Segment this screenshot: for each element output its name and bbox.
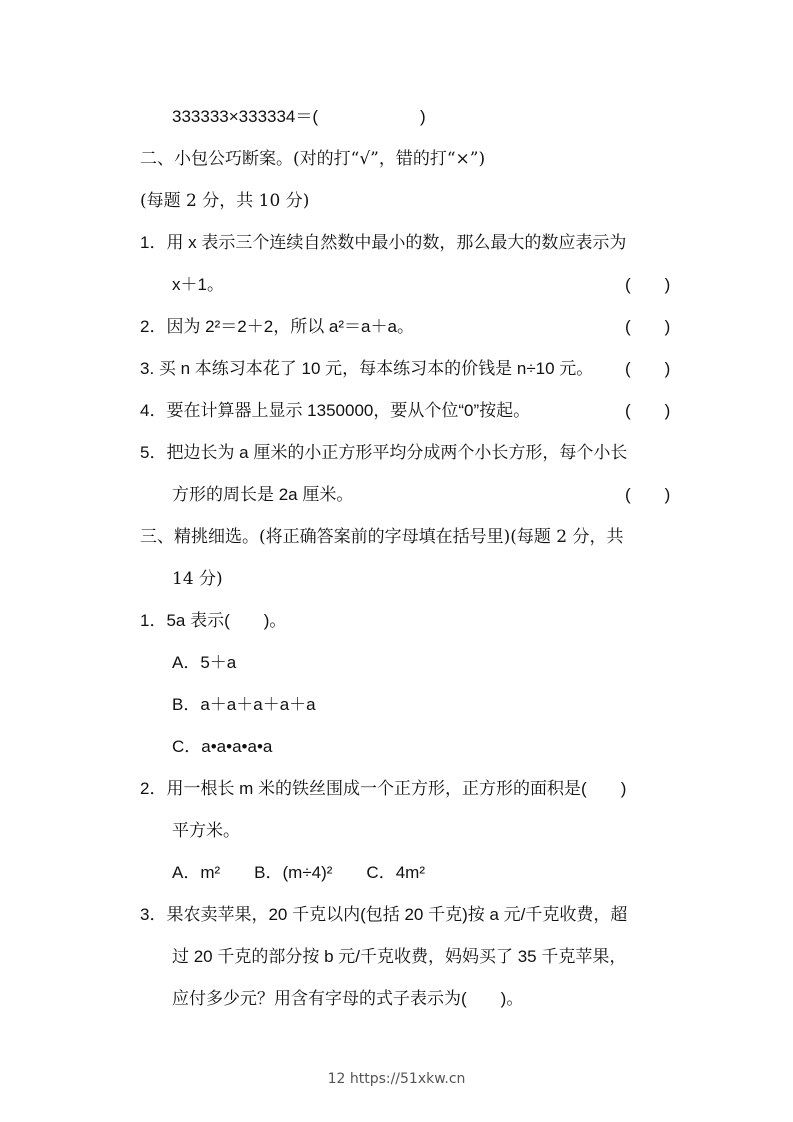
judge-question-1-text-1: 1．用 x 表示三个连续自然数中最小的数，那么最大的数应表示为 <box>140 233 627 252</box>
choice-1-option-a[interactable]: A．5＋a <box>172 653 237 672</box>
section-3-title-text: 三、精挑细选。(将正确答案前的字母填在括号里)(每题 2 分，共 <box>140 527 624 547</box>
judge-question-5-text-2: 方形的周长是 2a 厘米。 <box>172 485 354 504</box>
judge-question-2 <box>140 316 414 338</box>
choice-question-2-text-1: 2．用一根长 m 米的铁丝围成一个正方形，正方形的面积是( ) <box>140 779 627 798</box>
judge-question-5-line-2 <box>172 484 353 506</box>
equation-line <box>172 106 426 128</box>
answer-paren-5[interactable]: ( ) <box>625 485 671 504</box>
choice-question-2-text-2: 平方米。 <box>172 821 240 840</box>
section-3-points-text: 14 分) <box>172 569 223 589</box>
answer-paren-3[interactable]: ( ) <box>625 359 671 378</box>
section-3-points <box>172 568 223 590</box>
judge-question-5-text-1: 5．把边长为 a 厘米的小正方形平均分成两个小长方形，每个小长 <box>140 443 628 462</box>
page-footer: 12 https://51xkw.cn <box>327 1071 466 1087</box>
equation-text: 333333×333334＝( ) <box>172 107 426 126</box>
choice-question-3-text-1: 3．果农卖苹果，20 千克以内(包括 20 千克)按 a 元/千克收费，超 <box>140 905 628 924</box>
judge-question-1-line-1 <box>140 232 626 254</box>
choice-question-1 <box>140 610 286 632</box>
judge-question-1-line-2 <box>172 274 224 296</box>
answer-paren-2[interactable]: ( ) <box>625 317 671 336</box>
judge-question-2-text: 2．因为 2²＝2＋2，所以 a²＝a＋a。 <box>140 317 414 336</box>
answer-paren-4[interactable]: ( ) <box>625 401 671 420</box>
judge-question-3 <box>140 358 593 380</box>
section-2-points <box>140 190 309 212</box>
section-2-title <box>140 148 485 170</box>
answer-paren-1[interactable]: ( ) <box>625 275 671 294</box>
judge-question-5-line-1 <box>140 442 627 464</box>
choice-question-2-line-2 <box>172 820 240 842</box>
choice-question-1-text: 1．5a 表示( )。 <box>140 611 287 630</box>
judge-question-4 <box>140 400 530 422</box>
choice-1-option-b[interactable]: B．a＋a＋a＋a＋a <box>172 695 316 714</box>
choice-question-3-line-1 <box>140 904 627 926</box>
choice-question-3-line-2 <box>172 946 626 968</box>
choice-question-3-text-2: 过 20 千克的部分按 b 元/千克收费，妈妈买了 35 千克苹果， <box>172 947 627 966</box>
section-3-title <box>140 526 624 548</box>
choice-question-3-text-3: 应付多少元？用含有字母的式子表示为( )。 <box>172 989 524 1008</box>
choice-question-3-line-3 <box>172 988 523 1010</box>
choice-question-2-line-1 <box>140 778 626 800</box>
choice-1-option-c[interactable]: C．a•a•a•a•a <box>172 737 273 756</box>
judge-question-3-text: 3. 买 n 本练习本花了 10 元，每本练习本的价钱是 n÷10 元。 <box>140 359 594 378</box>
judge-question-4-text: 4．要在计算器上显示 1350000，要从个位“0”按起。 <box>140 401 531 420</box>
choice-2-options[interactable]: A．m² B．(m÷4)² C．4m² <box>172 863 425 882</box>
section-2-title-text: 二、小包公巧断案。(对的打“√”，错的打“×”) <box>140 149 486 169</box>
section-2-points-text: (每题 2 分，共 10 分) <box>140 191 310 211</box>
judge-question-1-text-2: x＋1。 <box>172 275 224 294</box>
